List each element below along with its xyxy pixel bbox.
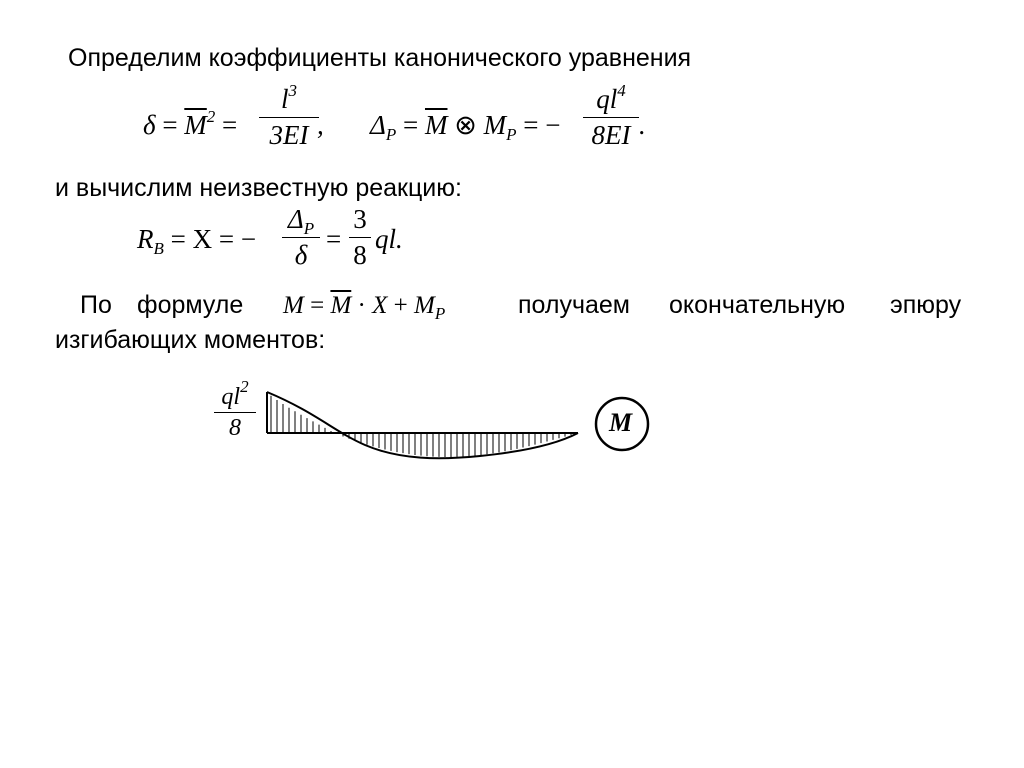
multiply-operator: ⊗ <box>454 110 477 140</box>
moment-symbol: M <box>283 292 304 319</box>
reaction-symbol: R <box>137 224 154 254</box>
bending-moments-text: изгибающих моментов: <box>55 326 326 354</box>
load-moment-symbol: M <box>413 292 435 319</box>
x-symbol: X <box>372 292 388 319</box>
plus-sign: + <box>393 292 408 319</box>
text-get: получаем <box>518 291 630 319</box>
diagram-curve <box>267 392 578 458</box>
unit-moment-symbol: $\overline{M}$ <box>424 110 448 140</box>
fraction-numerator: l <box>280 84 289 114</box>
exponent: 3 <box>288 81 297 100</box>
equals-minus: = − <box>523 110 561 140</box>
unit-moment-symbol: $\overline{M}$ <box>330 292 352 319</box>
subscript: P <box>506 125 517 144</box>
text-formula-word: формуле <box>137 291 244 319</box>
equals-sign: = <box>403 110 419 140</box>
fraction-denominator: δ <box>294 240 308 270</box>
exponent: 4 <box>617 81 626 100</box>
subscript: P <box>385 125 397 144</box>
fraction-denominator: 8 <box>353 240 367 270</box>
fraction-numerator: Δ <box>287 204 304 234</box>
unit-moment-symbol: $\overline{M}$ <box>184 110 207 140</box>
period: . <box>639 110 646 140</box>
exponent: 2 <box>206 107 216 126</box>
text-final: окончательную <box>669 291 846 319</box>
equals-sign: = <box>326 224 342 254</box>
reaction-text: и вычислим неизвестную реакцию: <box>55 174 462 202</box>
equals-x-minus: = X = − <box>170 224 257 254</box>
subscript: P <box>434 304 446 323</box>
delta-symbol: δ <box>143 110 156 140</box>
comma: , <box>317 110 324 140</box>
delta-capital-symbol: Δ <box>370 110 386 140</box>
load-moment-symbol: M <box>483 110 507 140</box>
dot-operator: · <box>357 292 366 319</box>
diagram-circle-label: M <box>609 408 633 437</box>
period: . <box>396 224 403 254</box>
subscript: B <box>153 239 164 258</box>
equals-sign: = <box>162 110 178 140</box>
subscript: P <box>303 219 315 238</box>
fraction-numerator: 3 <box>353 204 367 234</box>
fraction-numerator: ql <box>596 84 618 114</box>
fraction-denominator: 3EI <box>269 120 309 150</box>
fraction-denominator: 8EI <box>591 120 631 150</box>
fraction-denominator: 8 <box>229 415 241 441</box>
ql-text: ql <box>375 224 397 254</box>
diagram-hatching <box>271 396 571 457</box>
fraction-numerator: ql <box>221 384 241 410</box>
exponent: 2 <box>240 377 249 396</box>
text-diagram-word: эпюру <box>890 291 962 319</box>
equals-sign: = <box>222 110 238 140</box>
equals-sign: = <box>310 292 325 319</box>
intro-text: Определим коэффициенты канонического уравнения <box>68 44 692 72</box>
text-po: По <box>80 291 112 319</box>
